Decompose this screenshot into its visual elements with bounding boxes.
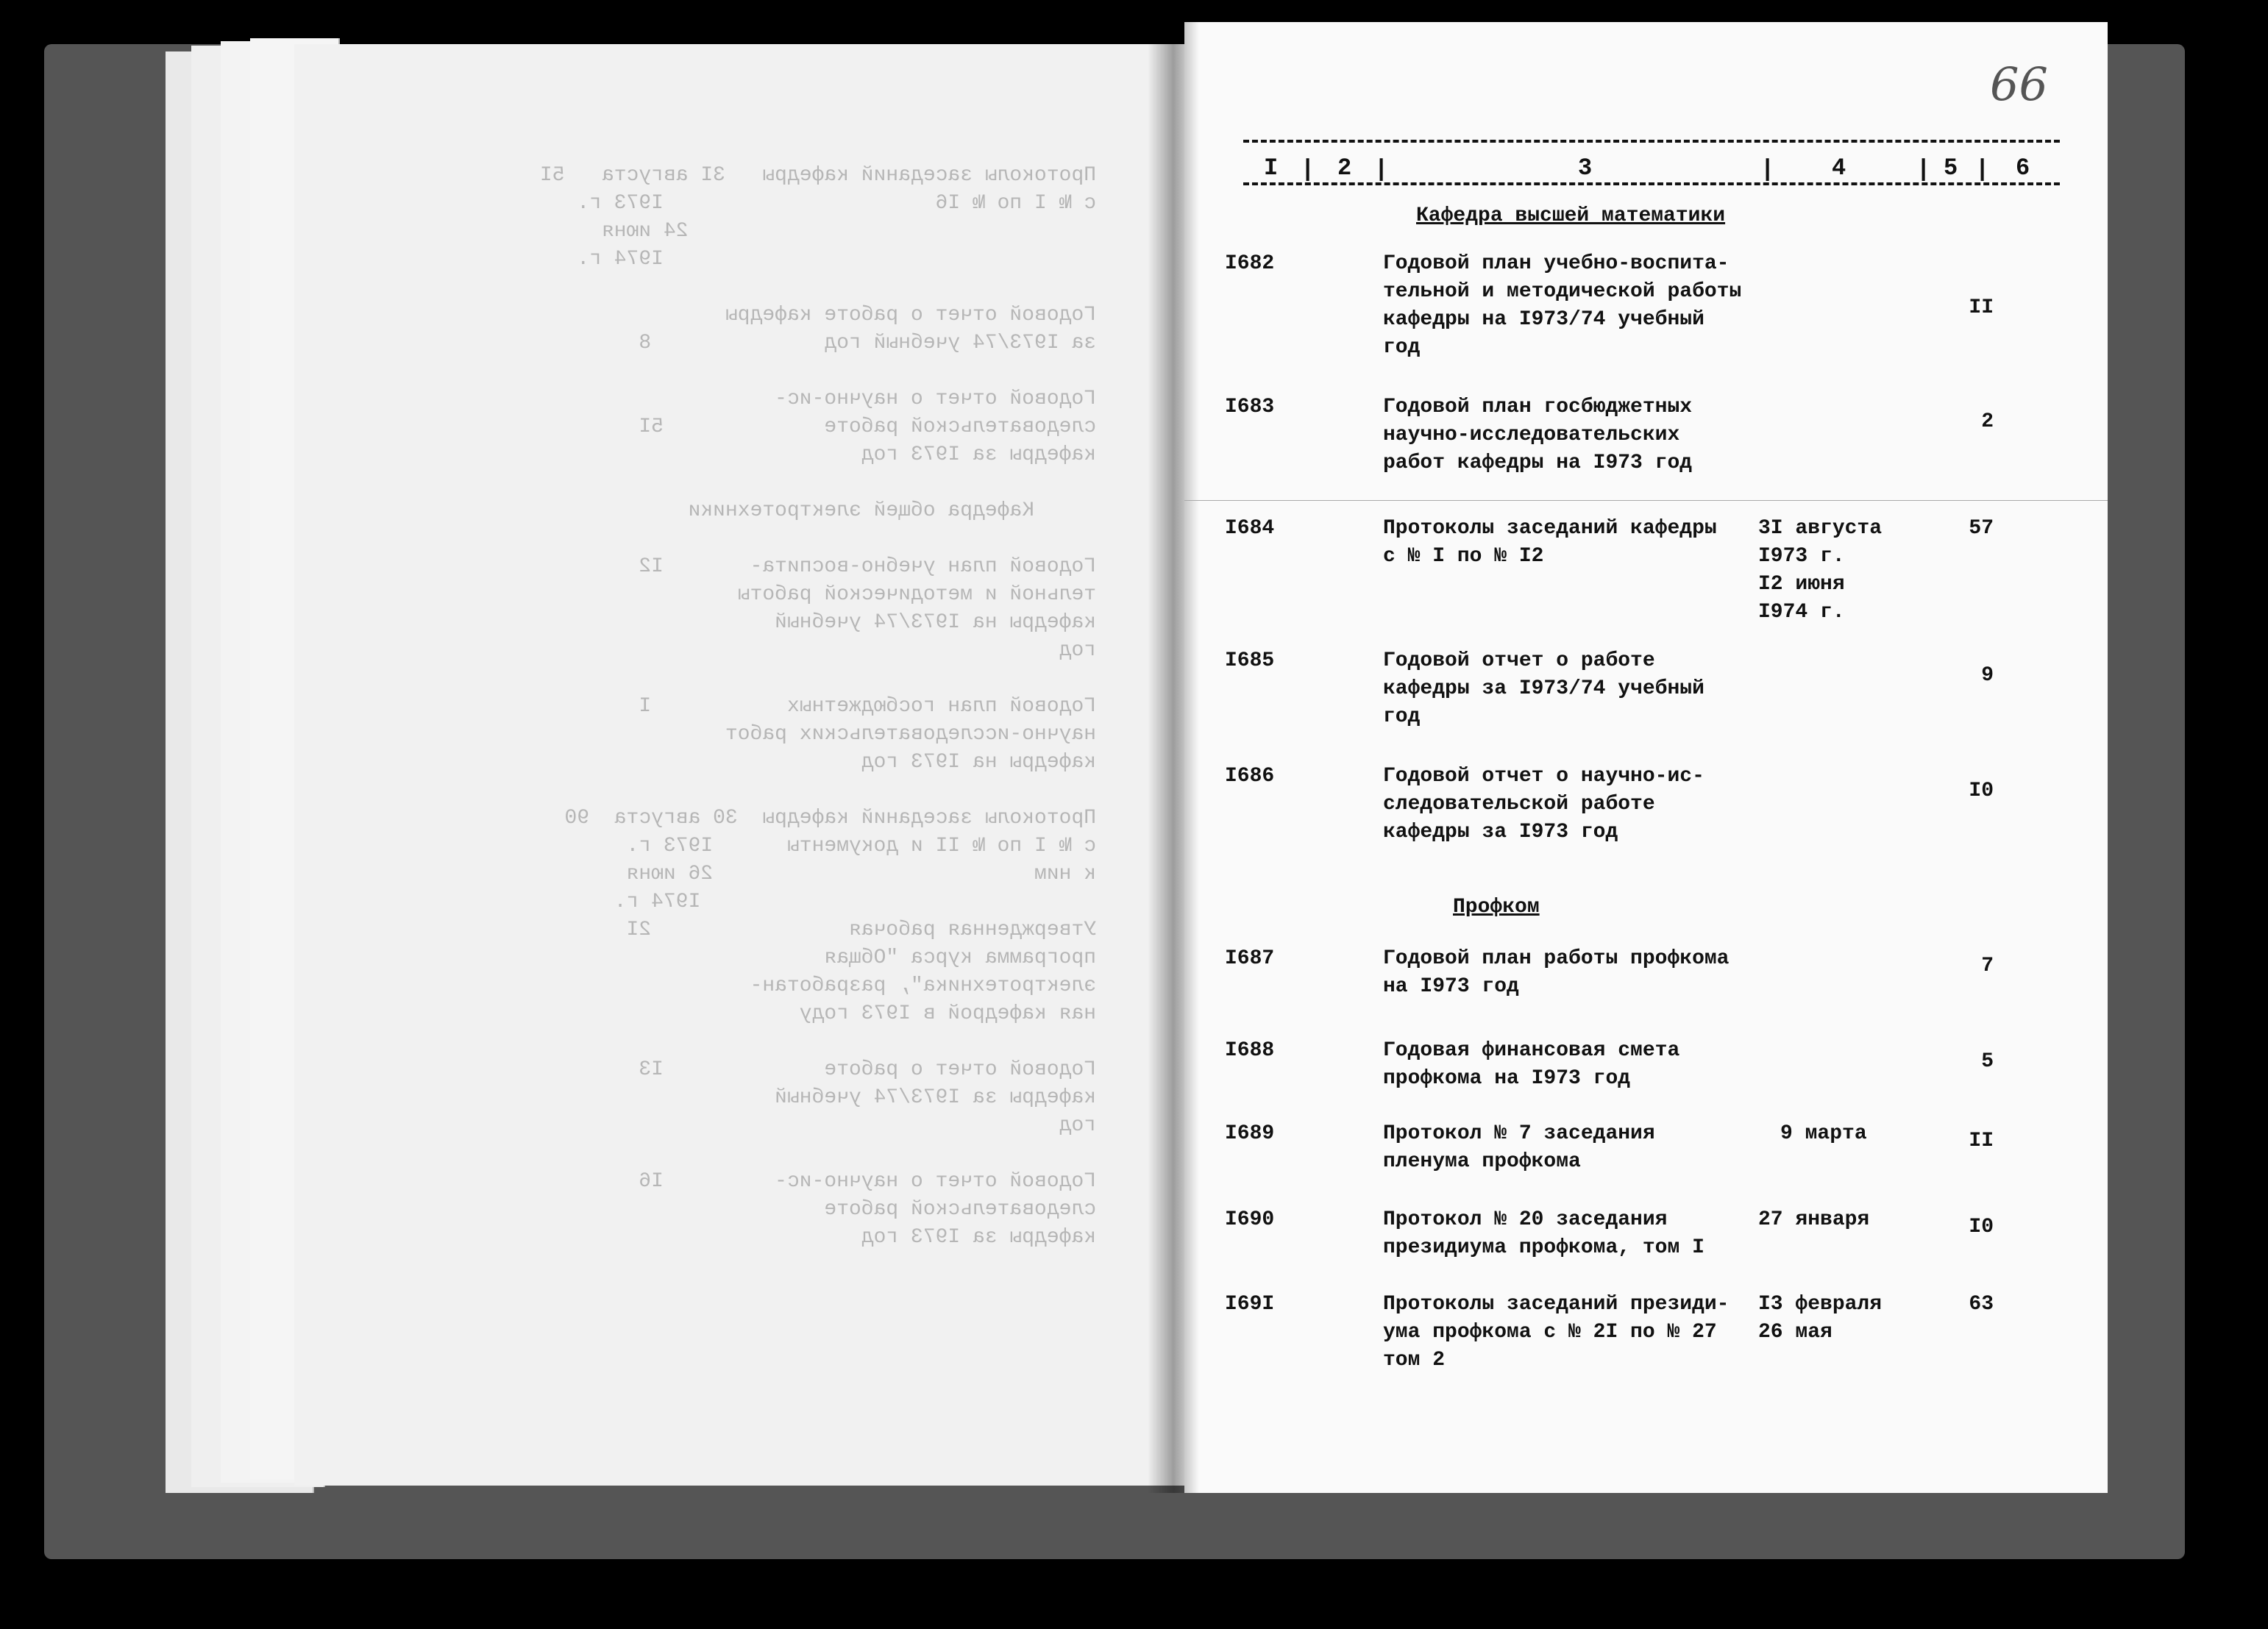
row-title: Протоколы заседаний президи- ума профкома с № 2I по № 27 том 2 <box>1383 1293 1730 1372</box>
row-number: I688 <box>1225 1039 1275 1062</box>
left-page <box>294 44 1184 1486</box>
row-title: Годовой отчет о работе кафедры за I973/74 учебный год <box>1383 649 1704 728</box>
row-number: I687 <box>1225 947 1275 970</box>
row-title: Годовой план работы профкома на I973 год <box>1383 947 1730 998</box>
row-sheets: II <box>1969 296 1994 319</box>
column-header-6: 6 <box>2016 154 2030 182</box>
right-page <box>1184 22 2108 1493</box>
row-date: 27 января <box>1758 1208 1870 1231</box>
column-separator: | <box>1374 156 1389 183</box>
page-number: 66 <box>1990 57 2048 111</box>
column-header-3: 3 <box>1578 154 1593 182</box>
section-heading: Профком <box>1453 896 1540 919</box>
row-title: Годовой план госбюджетных научно-исследовательских работ кафедры на I973 год <box>1383 396 1693 474</box>
row-sheets: 63 <box>1969 1293 1994 1316</box>
column-separator: | <box>1916 156 1931 183</box>
column-separator: | <box>1760 156 1775 183</box>
row-date: I3 февраля 26 мая <box>1758 1293 1883 1344</box>
row-number: I690 <box>1225 1208 1275 1231</box>
column-separator: | <box>1301 156 1315 183</box>
row-sheets: 57 <box>1969 517 1994 540</box>
row-date: 3I августа I973 г. I2 июня I974 г. <box>1758 517 1883 624</box>
column-separator: | <box>1975 156 1990 183</box>
column-header-5: 5 <box>1944 154 1958 182</box>
column-header-4: 4 <box>1832 154 1846 182</box>
row-sheets: I0 <box>1969 780 1994 802</box>
row-number: I683 <box>1225 396 1275 418</box>
fold-line <box>1184 500 2108 501</box>
header-rule-bottom <box>1243 182 2060 185</box>
row-title: Годовой отчет о научно-ис- следовательской работе кафедры за I973 год <box>1383 765 1704 844</box>
row-number: I686 <box>1225 765 1275 788</box>
row-title: Протокол № 20 заседания президиума профкома, том I <box>1383 1208 1704 1259</box>
column-header-2: 2 <box>1337 154 1352 182</box>
row-title: Годовой план учебно-воспита- тельной и методической работы кафедры на I973/74 учебный год <box>1383 252 1742 359</box>
row-sheets: II <box>1969 1130 1994 1152</box>
column-header-1: I <box>1264 154 1279 182</box>
row-number: I682 <box>1225 252 1275 275</box>
row-number: I684 <box>1225 517 1275 540</box>
row-number: I689 <box>1225 1122 1275 1145</box>
row-title: Протокол № 7 заседания пленума профкома <box>1383 1122 1655 1173</box>
row-number: I685 <box>1225 649 1275 672</box>
header-rule-top <box>1243 140 2060 143</box>
row-sheets: 2 <box>1981 410 1994 433</box>
row-sheets: 5 <box>1981 1050 1994 1073</box>
row-sheets: 7 <box>1981 955 1994 977</box>
row-number: I69I <box>1225 1293 1275 1316</box>
row-date: 9 марта <box>1780 1122 1867 1145</box>
row-sheets: 9 <box>1981 664 1994 687</box>
section-heading: Кафедра высшей математики <box>1416 204 1726 227</box>
bleed-through-text: Протоколы заседаний кафедры 3I августа 5I с № I по № I6 I973 г. 24 июня I974 г. Годовой отчет о работе кафедры за I973/74 учебный год 8 Годовой отчет о научно-ис- следовательской работе 5I кафедры за I973 год Кафедра общей электротехники Годовой план учебно-воспита- I2 тельной и методической работы кафедры на I973/74 учебный год Годовой план госбюджетных I научно-исследовательских работ кафедры на I973 год Протоколы заседаний кафедры 30 августа 90 с № I по № II и документы I973 г. к ним 26 июня I974 г. Утвержденная рабочая 2I программа курса "Общая электротехника", разработан- ная кафедрой в I973 году Годовой отчет о работе I3 кафедры за I973/74 учебный год Годовой отчет о научно-ис- I6 следовательской работе кафедры за I973 год <box>539 164 1096 1249</box>
book-gutter <box>1148 22 1199 1493</box>
row-title: Протоколы заседаний кафедры с № I по № I2 <box>1383 517 1717 568</box>
row-sheets: I0 <box>1969 1216 1994 1238</box>
row-title: Годовая финансовая смета профкома на I973 год <box>1383 1039 1680 1090</box>
